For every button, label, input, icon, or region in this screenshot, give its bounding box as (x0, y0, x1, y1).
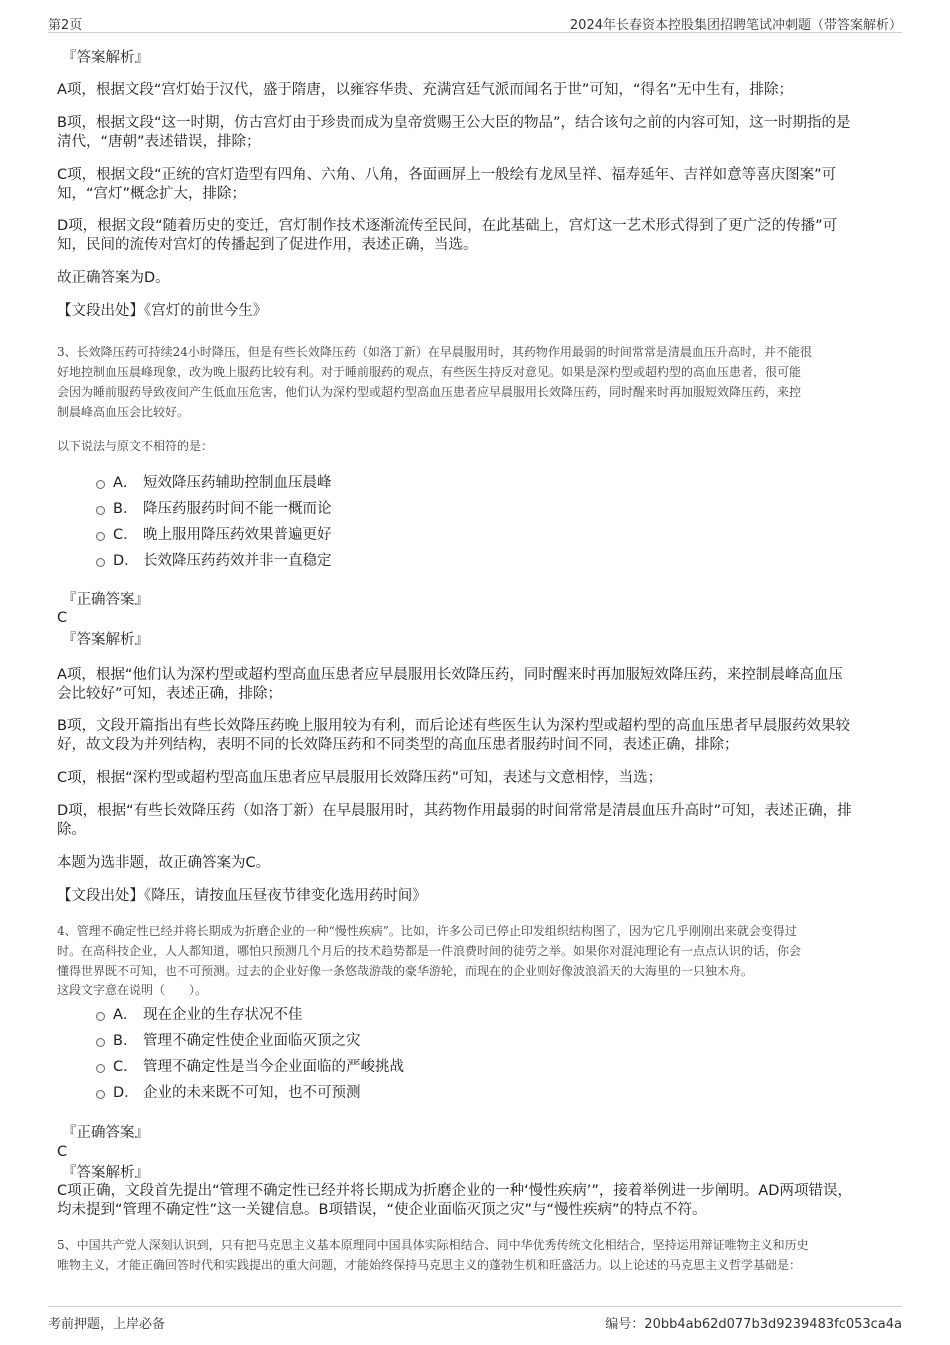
radio-icon[interactable] (96, 1064, 105, 1073)
document-code: 编号：20bb4ab62d077b3d9239483fc053ca4a (605, 1317, 902, 1332)
radio-icon[interactable] (96, 1038, 105, 1047)
q2-source: 【文段出处】《宫灯的前世今生》 (57, 303, 268, 319)
q2-conclusion: 故正确答案为D。 (57, 270, 170, 286)
q4-stem-line4: 这段文字意在说明（ ）。 (57, 983, 208, 997)
radio-icon[interactable] (96, 506, 105, 515)
q2-analysis-d-line1: D项，根据文段“随着历史的变迁，宫灯制作技术逐渐流传至民间，在此基础上，宫灯这一艺术形式得到了更广泛的传播”可 (57, 218, 838, 234)
q3-option-c[interactable] (96, 526, 332, 544)
q4-option-a-text: 现在企业的生存状况不佳 (143, 1007, 303, 1023)
q4-stem-line3: 懂得世界既不可知，也不可预测。过去的企业好像一条悠哉游哉的豪华游轮，而现在的企业则好像波浪滔天的大海里的一只独木舟。 (57, 964, 754, 978)
footer-slogan: 考前押题，上岸必备 (48, 1317, 166, 1332)
page-number: 第2页 (48, 18, 83, 33)
q4-analysis-label: 『答案解析』 (62, 1165, 149, 1181)
q3-option-b-letter: B． (113, 501, 138, 517)
radio-icon[interactable] (96, 1012, 105, 1021)
q2-analysis-d-line2: 知，民间的流传对宫灯的传播起到了促进作用，表述正确，当选。 (57, 237, 478, 253)
q3-source: 【文段出处】《降压，请按血压昼夜节律变化选用药时间》 (57, 888, 427, 904)
q4-option-d[interactable] (96, 1084, 361, 1102)
q3-option-d-letter: D． (113, 553, 139, 569)
q4-stem-line1: 4、管理不确定性已经并将长期成为折磨企业的一种“慢性疾病”。比如，许多公司已停止印发组织结构图了，因为它几乎刚刚出来就会变得过 (57, 924, 797, 938)
q3-stem-line1: 3、长效降压药可持续24小时降压，但是有些长效降压药（如洛丁新）在早晨服用时，其药物作用最弱的时间常常是清晨血压升高时，并不能很 (57, 345, 812, 359)
q3-stem-line3: 会因为睡前服药导致夜间产生低血压危害，他们认为深杓型或超杓型高血压患者应早晨服用长效降压药，同时醒来时再加服短效降压药，来控 (57, 385, 802, 399)
q4-option-d-text: 企业的未来既不可知，也不可预测 (143, 1085, 361, 1101)
q4-option-c-letter: C． (113, 1059, 138, 1075)
q3-option-b[interactable] (96, 500, 332, 518)
q5-stem-line1: 5、中国共产党人深刻认识到，只有把马克思主义基本原理同中国具体实际相结合、同中华优秀传统文化相结合，坚持运用辩证唯物主义和历史 (57, 1238, 809, 1252)
radio-icon[interactable] (96, 558, 105, 567)
q3-option-a-text: 短效降压药辅助控制血压晨峰 (143, 475, 332, 491)
q4-option-b-text: 管理不确定性使企业面临灭顶之灾 (143, 1033, 361, 1049)
q3-prompt: 以下说法与原文不相符的是： (57, 439, 214, 453)
q3-analysis-c: C项，根据“深杓型或超杓型高血压患者应早晨服用长效降压药”可知，表述与文意相悖，当选； (57, 770, 663, 786)
q4-stem-line2: 时。在高科技企业，人人都知道，哪怕只预测几个月后的技术趋势都是一件浪费时间的徒劳之举。如果你对混沌理论有一点点认识的话，你会 (57, 944, 802, 958)
q3-analysis-a-line1: A项，根据“他们认为深杓型或超杓型高血压患者应早晨服用长效降压药，同时醒来时再加服短效降压药，来控制晨峰高血压 (57, 667, 843, 683)
q4-option-a-letter: A． (113, 1007, 138, 1023)
q3-option-d[interactable] (96, 552, 332, 570)
radio-icon[interactable] (96, 532, 105, 541)
radio-icon[interactable] (96, 1090, 105, 1099)
q3-option-b-text: 降压药服药时间不能一概而论 (143, 501, 332, 517)
q4-option-d-letter: D． (113, 1085, 139, 1101)
q3-option-c-text: 晚上服用降压药效果普遍更好 (143, 527, 332, 543)
q3-conclusion: 本题为选非题，故正确答案为C。 (57, 855, 271, 871)
document-title: 2024年长春资本控股集团招聘笔试冲刺题（带答案解析） (569, 18, 902, 33)
q3-option-a[interactable] (96, 474, 332, 492)
q3-analysis-d-line2: 除。 (57, 822, 86, 838)
radio-icon[interactable] (96, 480, 105, 489)
q4-option-b-letter: B． (113, 1033, 138, 1049)
q3-answer-label: 『正确答案』 (62, 592, 149, 608)
q3-option-c-letter: C． (113, 527, 138, 543)
q2-analysis-c-line1: C项，根据文段“正统的宫灯造型有四角、六角、八角，各面画屏上一般绘有龙凤呈祥、福寿延年、吉祥如意等喜庆图案”可 (57, 167, 837, 183)
page-footer (48, 1306, 902, 1332)
q3-analysis-d-line1: D项，根据“有些长效降压药（如洛丁新）在早晨服用时，其药物作用最弱的时间常常是清晨血压升高时”可知，表述正确，排 (57, 803, 852, 819)
q3-stem-line4: 制晨峰高血压会比较好。 (57, 405, 190, 419)
page-header (48, 10, 902, 33)
q3-analysis-label: 『答案解析』 (62, 632, 149, 648)
q3-analysis-a-line2: 会比较好”可知，表述正确，排除； (57, 686, 283, 702)
q4-option-c-text: 管理不确定性是当今企业面临的严峻挑战 (143, 1059, 404, 1075)
q2-analysis-b-line1: B项，根据文段“这一时期，仿古宫灯由于珍贵而成为皇帝赏赐王公大臣的物品”，结合该句之前的内容可知，这一时期指的是 (57, 115, 851, 131)
q3-answer: C (57, 610, 68, 626)
q2-analysis-c-line2: 知，“宫灯”概念扩大，排除； (57, 186, 247, 202)
q3-analysis-b-line2: 好，故文段为并列结构，表明不同的长效降压药和不同类型的高血压患者服药时间不同，表述正确，排除； (57, 737, 739, 753)
q3-stem-line2: 好地控制血压晨峰现象，改为晚上服药比较有利。对于睡前服药的观点，有些医生持反对意见。如果是深杓型或超杓型的高血压患者，很可能 (57, 365, 802, 379)
q5-stem-line2: 唯物主义，才能正确回答时代和实践提出的重大问题，才能始终保持马克思主义的蓬勃生机和旺盛活力。以上论述的马克思主义哲学基础是： (57, 1258, 802, 1272)
q3-option-a-letter: A． (113, 475, 138, 491)
q4-analysis-line2: 均未提到“管理不确定性”这一关键信息。B项错误，“使企业面临灭顶之灾”与“慢性疾病”的特点不符。 (57, 1202, 707, 1218)
q4-option-b[interactable] (96, 1032, 361, 1050)
q2-analysis-label: 『答案解析』 (62, 50, 149, 66)
q2-analysis-a: A项，根据文段“宫灯始于汉代，盛于隋唐，以雍容华贵、充满宫廷气派而闻名于世”可知，“得名”无中生有，排除； (57, 82, 793, 98)
q2-analysis-b-line2: 清代，“唐朝”表述错误，排除； (57, 134, 261, 150)
q4-option-a[interactable] (96, 1006, 303, 1024)
q3-option-d-text: 长效降压药药效并非一直稳定 (143, 553, 332, 569)
q3-analysis-b-line1: B项，文段开篇指出有些长效降压药晚上服用较为有利，而后论述有些医生认为深杓型或超杓型的高血压患者早晨服药效果较 (57, 718, 850, 734)
q4-analysis-line1: C项正确，文段首先提出“管理不确定性已经并将长期成为折磨企业的一种‘慢性疾病’”，接着举例进一步阐明。AD两项错误， (57, 1183, 852, 1199)
q4-answer: C (57, 1144, 68, 1160)
q4-answer-label: 『正确答案』 (62, 1125, 149, 1141)
q4-option-c[interactable] (96, 1058, 404, 1076)
